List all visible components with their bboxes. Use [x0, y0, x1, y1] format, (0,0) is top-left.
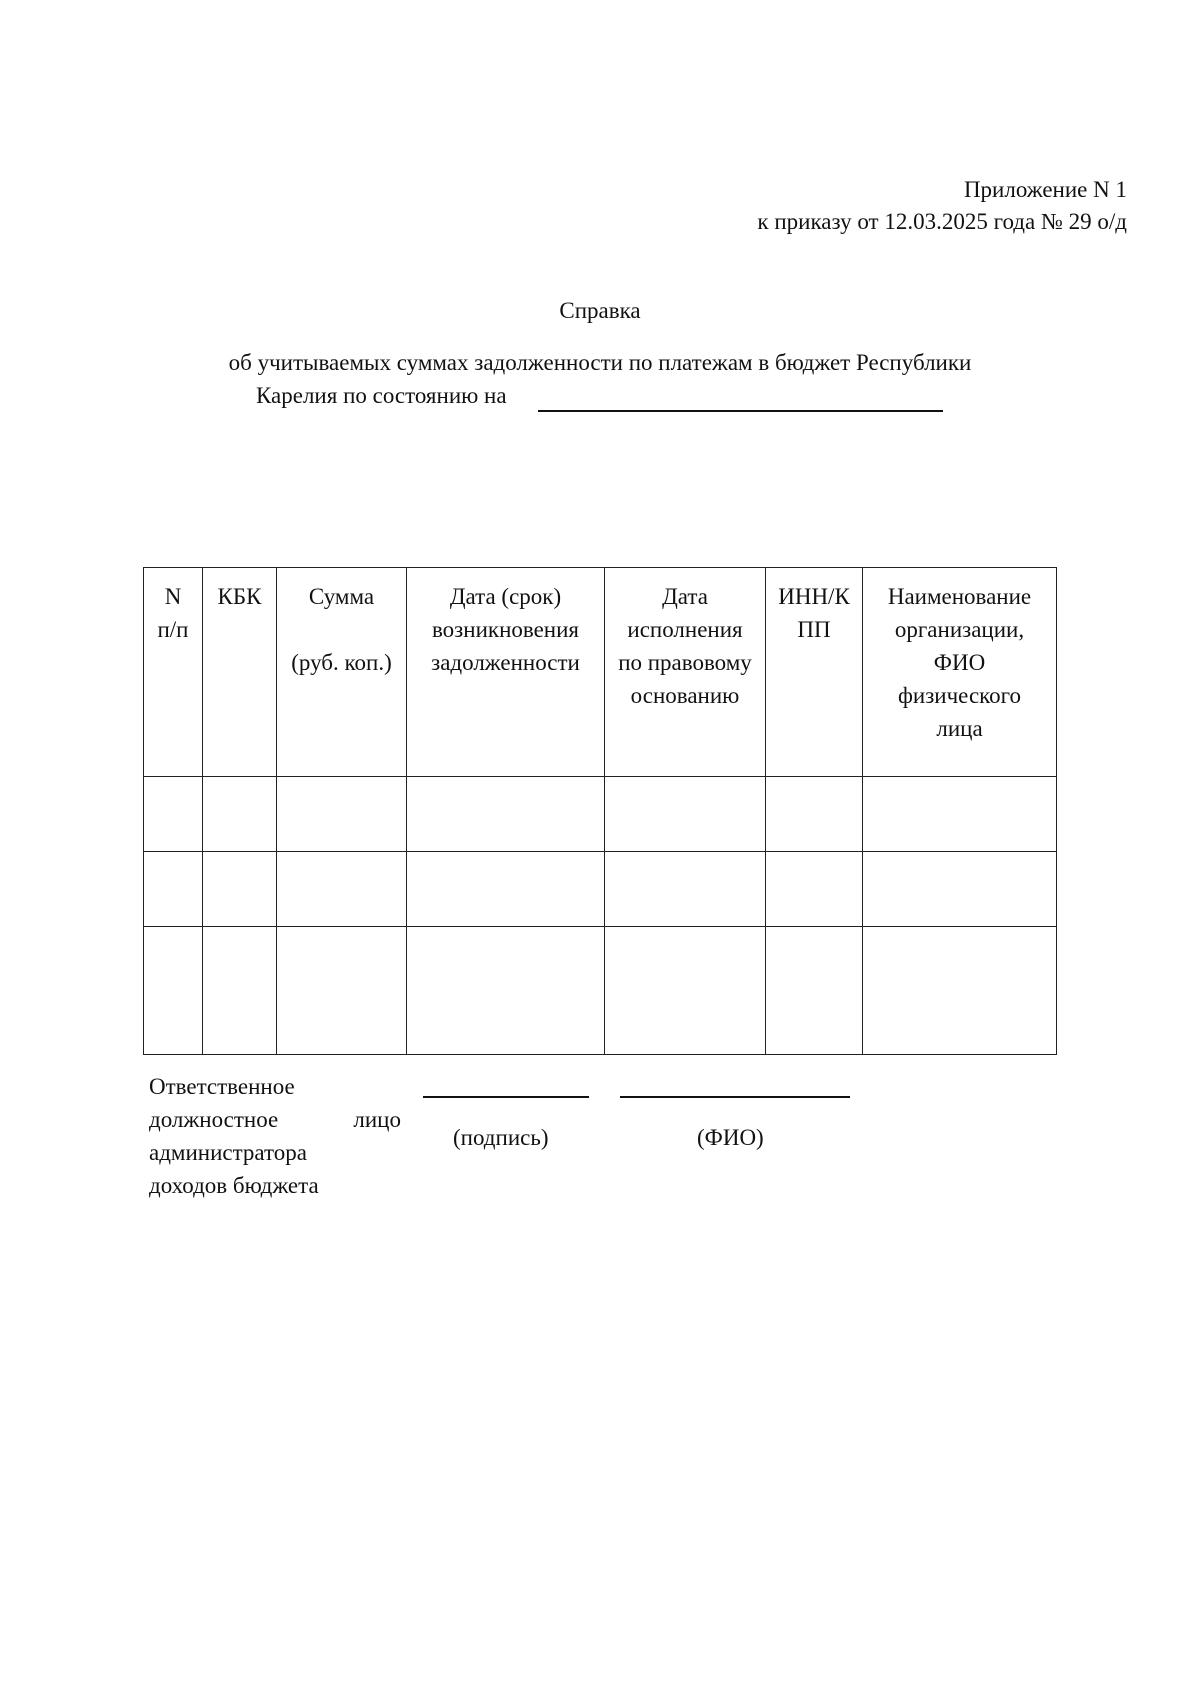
order-reference: к приказу от 12.03.2025 года № 29 о/д [757, 209, 1127, 234]
table-cell [605, 852, 766, 927]
document-subtitle-line2: Карелия по состоянию на [256, 383, 507, 408]
responsible-line-2: должностное лицо [149, 1107, 401, 1132]
fio-fill-line [620, 1096, 850, 1098]
table-cell [203, 852, 277, 927]
table-cell [203, 927, 277, 1055]
table-cell [277, 927, 407, 1055]
table-cell [863, 927, 1057, 1055]
table-cell [863, 852, 1057, 927]
table-row [144, 927, 1057, 1055]
table-cell [203, 777, 277, 852]
responsible-line-1: Ответственное [149, 1074, 295, 1099]
column-header-kbk: КБК [203, 568, 277, 777]
table-cell [605, 777, 766, 852]
table-cell [766, 852, 863, 927]
responsible-person-label [149, 1070, 401, 1202]
responsible-line-4: доходов бюджета [149, 1173, 319, 1198]
signature-fill-line [423, 1096, 589, 1098]
appendix-number: Приложение N 1 [963, 177, 1127, 202]
table-cell [144, 927, 203, 1055]
document-subtitle-line1: об учитываемых суммах задолженности по платежам в бюджет Республики [228, 350, 972, 375]
table-cell [766, 927, 863, 1055]
table-cell [144, 777, 203, 852]
document-title: Справка [559, 298, 641, 323]
table-cell [144, 852, 203, 927]
table-cell [407, 927, 605, 1055]
table-row [144, 777, 1057, 852]
responsible-line-3: администратора [149, 1140, 308, 1165]
signature-caption: (подпись) [453, 1125, 549, 1150]
fio-caption: (ФИО) [697, 1125, 764, 1150]
table-cell [863, 777, 1057, 852]
table-cell [766, 777, 863, 852]
column-header-number: N п/п [144, 568, 203, 777]
column-header-inn-kpp: ИНН/К ПП [766, 568, 863, 777]
table-row [144, 852, 1057, 927]
column-header-debt-date: Дата (срок) возникновения задолженности [407, 568, 605, 777]
appendix-reference [757, 174, 1127, 238]
table-cell [277, 777, 407, 852]
table-cell [407, 852, 605, 927]
date-fill-line [538, 410, 943, 412]
column-header-amount: Сумма (руб. коп.) [277, 568, 407, 777]
table-cell [407, 777, 605, 852]
column-header-organization-name: Наименование организации, ФИО физического лица [863, 568, 1057, 777]
table-cell [277, 852, 407, 927]
table-header-row [144, 568, 1057, 777]
debt-table [143, 567, 1057, 1055]
table-cell [605, 927, 766, 1055]
column-header-execution-date: Дата исполнения по правовому основанию [605, 568, 766, 777]
